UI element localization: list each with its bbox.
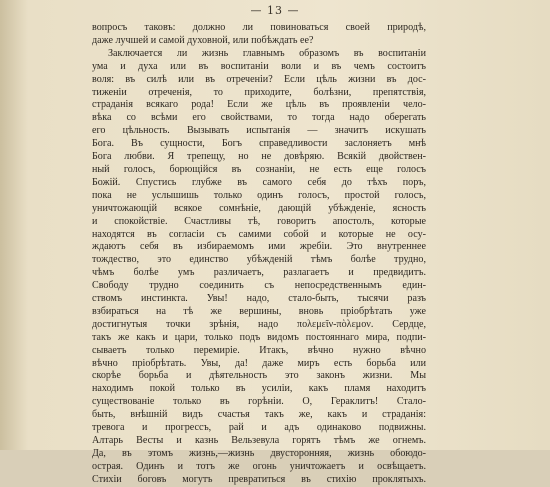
text-line: воля: въ силѣ или въ отреченіи? Если цѣль жизни въ дос- [92,73,426,85]
text-line: скорѣе борьба и дѣятельность это законъ жизни. Мы [92,370,426,382]
text-line: пока не услышишь только одинъ голосъ, простой голосъ, [92,189,426,201]
text-line: вѣчно пріобрѣтать. Увы, да! даже миръ есть борьба или [92,357,426,369]
text-line: ума и духа или въ воспитаніи воли и въ чемъ состоитъ [92,60,426,72]
text-line: острая. Одинъ и тотъ же огонь уничтожаетъ и освѣщаетъ. [92,460,426,472]
page-number: — 13 — [250,4,300,17]
text-line: чѣмъ болѣе умъ различаетъ, разлагаетъ и предвидитъ. [92,267,426,279]
text-line: Бога. Въ сущности, Богъ справедливости заслоняетъ мнѣ [92,138,426,150]
text-line: Алтарь Весты и казнь Вельзевула горятъ тѣмъ же огнемъ. [92,435,426,446]
text-line: достигнутыя точки зрѣнія, надо πολεμεῖν-πὸλεμον. Сердце, [92,318,426,330]
text-line: вопросъ таковъ: должно ли повиноваться своей природѣ, [92,22,426,33]
text-line: Бога любви. Я трепещу, но не довѣряю. Всякій двойствен- [92,151,426,163]
text-line: сываетъ только перемиріе. Итакъ, вѣчно нужно вѣчно [92,344,426,356]
text-line: даже лучшей и самой духовной, или побѣждать ее? [92,34,314,46]
text-line: и спокойствіе. Счастливы тѣ, говоритъ апостолъ, которые [92,215,426,227]
text-line: его цѣльность. Вызывать испытанія — значитъ искушать [92,125,426,137]
text-line: Да, въ этомъ жизнь,—жизнь двусторонняя, жизнь обоюдо- [92,447,426,459]
text-line: быть, внѣшній видъ счастья такъ же, какъ и страданія: [92,409,426,421]
text-line: страданія всякаго рода! Если же цѣль въ проявленіи чело- [92,99,426,111]
text-line: находимъ покой только въ усиліи, какъ пламя находитъ [92,383,426,395]
text-line: находятся въ согласіи съ самими собой и которые не осу- [92,228,426,240]
text-line: ный голосъ, борющійся въ сознаніи, не есть еще голосъ [92,163,426,175]
text-line: Божій. Спустись глубже въ самого себя до тѣхъ поръ, [92,176,426,188]
text-line: взбираться на тѣ же вершины, вновь пріобрѣтать уже [92,305,426,317]
text-line: такъ же какъ и цари, только подъ видомъ постояннаго мира, подпи- [92,331,426,343]
text-line: ждаютъ себя въ избираемомъ ими жребіи. Это внутреннее [92,241,426,253]
text-line: тождество, это единство убѣжденій тѣмъ болѣе трудно, [92,254,426,266]
text-line: тиженіи отреченія, то приходите, болѣзни, препятствія, [92,86,426,98]
text-line: уничтожающій всякое сомнѣніе, дающій убѣжденіе, ясность [92,202,426,214]
text-line: Стихіи боговъ могутъ превратиться въ стихію проклятыхъ. [92,473,426,485]
text-line: существованіе только въ горѣніи. О, Гераклитъ! Стало- [92,396,426,408]
text-line: тревога и прогрессъ, рай и адъ одинаково подвижны. [92,422,426,434]
body-text [92,22,426,487]
text-line: Свободу трудно соединить съ непосредственнымъ един- [92,280,426,292]
text-line: Заключается ли жизнь главнымъ образомъ въ воспитаніи [108,47,426,59]
text-line: вѣка со всѣми его свойствами, то тогда надо оберегать [92,112,426,124]
text-line: ствомъ инстинкта. Увы! надо, стало-быть, тысячи разъ [92,293,426,305]
